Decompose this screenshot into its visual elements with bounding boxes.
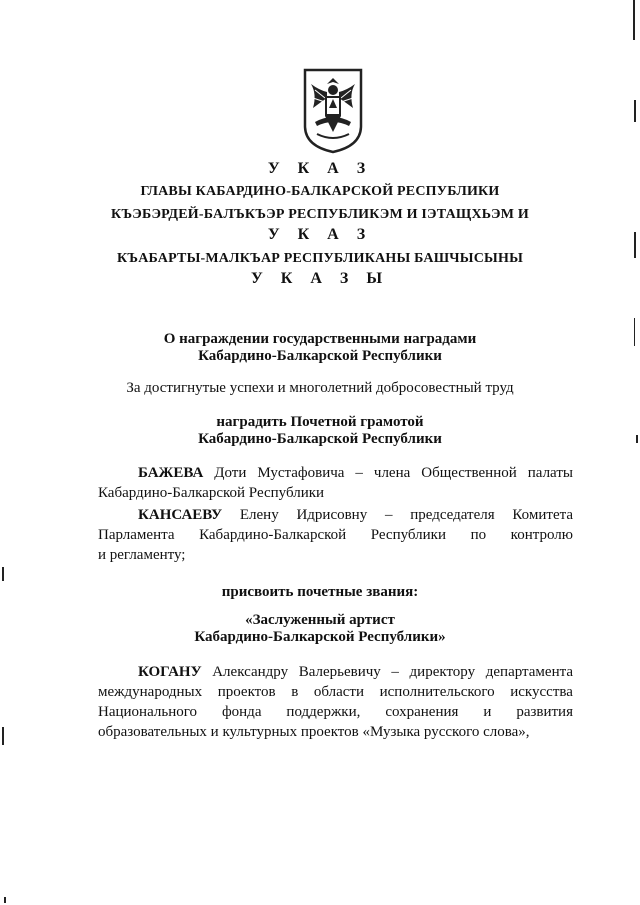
text-word: члена <box>373 465 411 481</box>
text-word: сохранения <box>385 704 459 720</box>
text-word: палаты <box>527 465 573 481</box>
text-word: Доти <box>214 465 247 481</box>
text-word: искусства <box>510 684 573 700</box>
text-word: международных <box>98 684 203 700</box>
text-word: Идрисовну <box>296 507 368 523</box>
text-word: директору <box>409 664 476 680</box>
awardee-line: и регламенту; <box>98 547 186 563</box>
awardee-line <box>98 662 573 682</box>
scan-edge-mark <box>636 435 638 443</box>
text-word: Национального <box>98 704 197 720</box>
awardee-line <box>98 525 573 545</box>
scan-edge-mark <box>633 0 635 40</box>
header-ukaz-2: У К А З <box>267 226 373 243</box>
awardee-line: Кабардино-Балкарской Республики <box>98 485 325 501</box>
coat-of-arms-emblem <box>303 68 363 154</box>
preamble-text: За достигнутые успехи и многолетний добросовестный труд <box>126 380 514 396</box>
header-line-balkar: КЪАБАРТЫ-МАЛКЪАР РЕСПУБЛИКАНЫ БАШЧЫСЫНЫ <box>116 251 524 266</box>
scan-edge-mark <box>634 318 635 346</box>
awardee-line <box>98 702 573 722</box>
text-word: и <box>483 704 492 720</box>
text-word: председателя <box>410 507 495 523</box>
awardee-line <box>98 682 573 702</box>
text-word: – <box>355 465 363 481</box>
awardee-line: образовательных и культурных проектов «Музыка русского слова», <box>98 724 530 740</box>
awardee-paragraph <box>98 662 573 742</box>
text-word: фонда <box>221 704 262 720</box>
header-ukaz-1: У К А З <box>267 160 373 177</box>
honorary-title-line-1: «Заслуженный артист <box>245 612 395 628</box>
header-ukaz-3: У К А З Ы <box>250 270 390 287</box>
awardee-name: КАНСАЕВУ <box>138 507 223 523</box>
text-word: Комитета <box>512 507 573 523</box>
text-word: Кабардино-Балкарской <box>199 527 347 543</box>
scan-edge-mark <box>4 897 6 903</box>
text-word: по <box>470 527 487 543</box>
honorary-title-line-2: Кабардино-Балкарской Республики» <box>194 629 446 645</box>
text-word: в <box>291 684 299 700</box>
text-word: Республики <box>370 527 446 543</box>
text-word: – <box>391 664 399 680</box>
text-word: контролю <box>510 527 573 543</box>
text-word: области <box>313 684 365 700</box>
awardee-name: КОГАНУ <box>138 664 202 680</box>
awardee-name: БАЖЕВА <box>138 465 204 481</box>
text-word: Общественной <box>421 465 517 481</box>
scan-edge-mark <box>634 232 636 258</box>
text-word: Александру <box>212 664 289 680</box>
award-heading-line-1: наградить Почетной грамотой <box>216 414 424 430</box>
text-word: развития <box>516 704 573 720</box>
text-word: Парламента <box>98 527 175 543</box>
header-line-russian: ГЛАВЫ КАБАРДИНО-БАЛКАРСКОЙ РЕСПУБЛИКИ <box>140 184 500 199</box>
header-line-kabardian: КЪЭБЭРДЕЙ-БАЛЪКЪЭР РЕСПУБЛИКЭМ И ІЭТАЩХЬЭМ И <box>111 207 529 222</box>
document-title-line-1: О награждении государственными наградами <box>163 331 477 347</box>
scan-edge-mark <box>634 100 636 122</box>
scan-edge-mark <box>2 567 4 581</box>
awardee-line <box>98 463 573 483</box>
text-word: проектов <box>217 684 276 700</box>
awardee-line <box>98 505 573 525</box>
text-word: Елену <box>239 507 279 523</box>
award-heading-line-2: Кабардино-Балкарской Республики <box>198 431 442 447</box>
text-word: Валерьевичу <box>298 664 381 680</box>
awardee-paragraph <box>98 505 573 565</box>
awardee-paragraph <box>98 463 573 503</box>
text-word: исполнительского <box>379 684 495 700</box>
scan-edge-mark <box>2 727 4 745</box>
text-word: – <box>384 507 393 523</box>
text-word: департамента <box>485 664 573 680</box>
award-heading-titles: присвоить почетные звания: <box>221 584 419 600</box>
text-word: Мустафовича <box>257 465 345 481</box>
text-word: поддержки, <box>286 704 361 720</box>
document-title-line-2: Кабардино-Балкарской Республики <box>198 348 442 364</box>
